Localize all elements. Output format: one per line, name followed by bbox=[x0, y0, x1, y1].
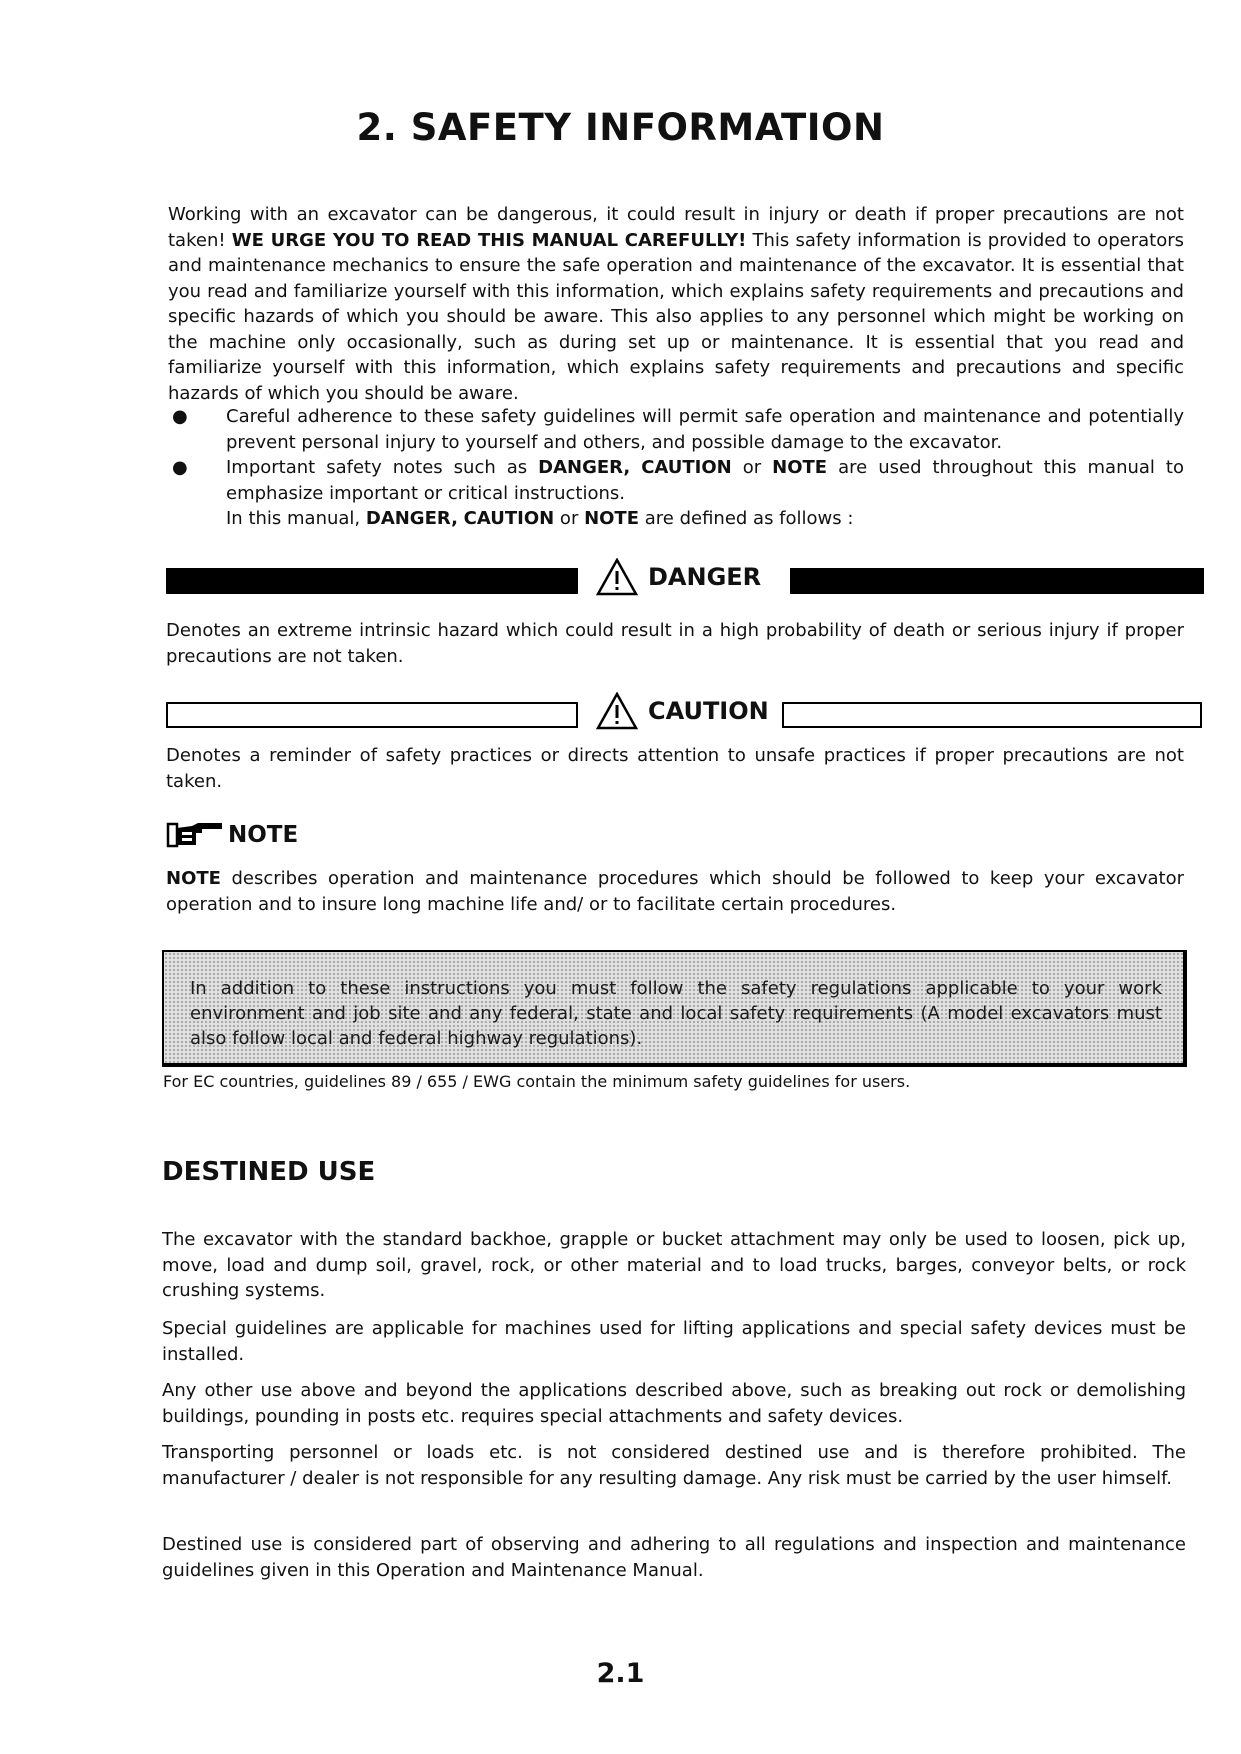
caution-label: CAUTION bbox=[648, 697, 769, 725]
destined-use-paragraph-1: The excavator with the standard backhoe, grapple or bucket attachment may only be used to loosen, pick up, move, load and dump soil, gravel, rock, or other material and to load trucks, barges, conveyor belts, or rock crushing systems. bbox=[162, 1229, 1186, 1301]
definitions-intro: In this manual, DANGER, CAUTION or NOTE are defined as follows : bbox=[226, 508, 854, 529]
note-header bbox=[166, 820, 298, 850]
regulations-text: In addition to these instructions you must follow the safety regulations applicable to your work environment and job site and any federal, state and local safety requirements (A model excavators must also follow local and federal highway regulations). bbox=[190, 978, 1162, 1049]
ec-guidelines-text: For EC countries, guidelines 89 / 655 / EWG contain the minimum safety guidelines for users. bbox=[163, 1072, 911, 1091]
danger-header bbox=[596, 558, 761, 596]
danger-bar-right bbox=[790, 568, 1204, 594]
destined-use-paragraph-4: Transporting personnel or loads etc. is not considered destined use and is therefore prohibited. The manufacturer / dealer is not responsible for any resulting damage. Any risk must be carried by the user himself. bbox=[162, 1442, 1186, 1489]
bullet-symbol: ● bbox=[172, 457, 188, 478]
caution-bar-left bbox=[166, 702, 578, 728]
caution-bar-right bbox=[782, 702, 1202, 728]
note-definition: NOTE describes operation and maintenance procedures which should be followed to keep your excavator operation and to insure long machine life and/ or to facilitate certain procedures. bbox=[166, 868, 1184, 915]
page-number: 2.1 bbox=[596, 1658, 645, 1689]
intro-emphasis: WE URGE YOU TO READ THIS MANUAL CAREFULLY! bbox=[231, 229, 747, 251]
warning-triangle-icon bbox=[596, 558, 638, 596]
caution-definition: Denotes a reminder of safety practices or directs attention to unsafe practices if proper precautions are not taken. bbox=[166, 745, 1184, 792]
danger-definition: Denotes an extreme intrinsic hazard which could result in a high probability of death or serious injury if proper precautions are not taken. bbox=[166, 620, 1184, 667]
bullet-symbol: ● bbox=[172, 406, 188, 427]
bullet-text-2: Important safety notes such as DANGER, CAUTION or NOTE are used throughout this manual to emphasize important or critical instructions. bbox=[226, 457, 1184, 504]
warning-triangle-icon bbox=[596, 692, 638, 730]
destined-use-paragraph-5: Destined use is considered part of observing and adhering to all regulations and inspection and maintenance guidelines given in this Operation and Maintenance Manual. bbox=[162, 1534, 1186, 1581]
intro-text-2: This safety information is provided to operators and maintenance mechanics to ensure the safe operation and maintenance of the excavator. It is essential that you read and familiarize yourself with this information, which explains safety requirements and precautions and specific hazards of which you should be aware. This also applies to any personnel which might be working on the machine only occasionally, such as during set up or maintenance. It is essential that you read and familiarize yourself with this information, which explains safety requirements and precautions and specific hazards of which you should be aware. bbox=[168, 229, 1185, 404]
caution-header bbox=[596, 692, 769, 730]
danger-label: DANGER bbox=[648, 563, 762, 591]
destined-use-heading: DESTINED USE bbox=[162, 1157, 376, 1187]
intro-paragraph bbox=[168, 202, 1184, 406]
regulations-box bbox=[162, 950, 1187, 1067]
bullet-text-1: Careful adherence to these safety guidelines will permit safe operation and maintenance and potentially prevent personal injury to yourself and others, and possible damage to the excavator. bbox=[226, 406, 1184, 453]
page-title: 2. SAFETY INFORMATION bbox=[356, 106, 885, 149]
destined-use-paragraph-2: Special guidelines are applicable for machines used for lifting applications and special safety devices must be installed. bbox=[162, 1318, 1186, 1365]
destined-use-paragraph-3: Any other use above and beyond the applications described above, such as breaking out rock or demolishing buildings, pounding in posts etc. requires special attachments and safety devices. bbox=[162, 1380, 1186, 1427]
danger-bar-left bbox=[166, 568, 578, 594]
intro-text-1: Working with an excavator can be dangerous, it could result in injury or death if proper precautions are not taken! bbox=[168, 204, 1184, 251]
pointing-hand-icon bbox=[166, 820, 224, 850]
note-label: NOTE bbox=[228, 822, 299, 848]
